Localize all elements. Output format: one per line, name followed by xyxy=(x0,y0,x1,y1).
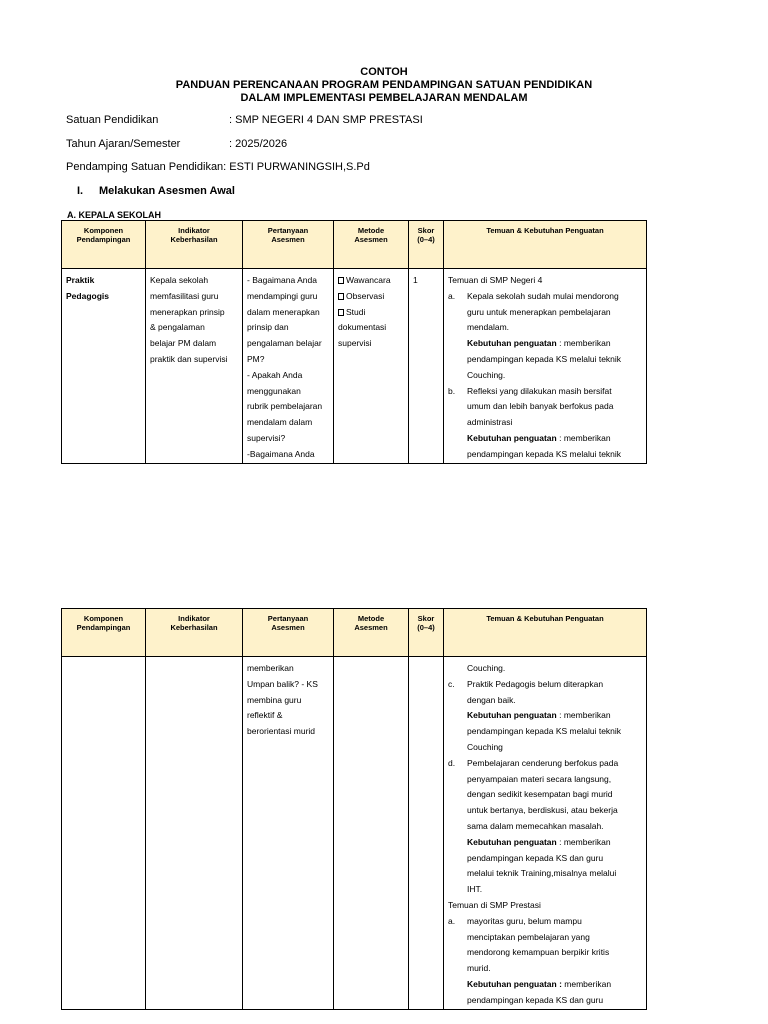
section-number: I. xyxy=(77,185,84,197)
cell-skor xyxy=(409,657,444,1010)
cell-metode: Wawancara Observasi Studi dokumentasi supervisi xyxy=(334,269,409,464)
col-header-temuan: Temuan & Kebutuhan Penguatan xyxy=(444,221,647,269)
table-header-row xyxy=(62,609,647,657)
cell-komponen: Praktik Pedagogis xyxy=(62,269,146,464)
doc-title-line3: DALAM IMPLEMENTASI PEMBELAJARAN MENDALAM xyxy=(240,92,528,104)
table-header-row xyxy=(62,221,647,269)
col-header-pertanyaan: Pertanyaan Asesmen xyxy=(243,609,334,657)
checkbox-icon xyxy=(338,309,344,316)
col-header-indikator: Indikator Keberhasilan xyxy=(146,609,243,657)
assessment-table-2 xyxy=(61,608,647,1010)
meta-tahun-label: Tahun Ajaran/Semester xyxy=(66,138,181,150)
meta-pendamping xyxy=(66,161,370,174)
col-header-indikator: Indikator Keberhasilan xyxy=(146,221,243,269)
doc-title-line2: PANDUAN PERENCANAAN PROGRAM PENDAMPINGAN SATUAN PENDIDIKAN xyxy=(175,79,593,91)
meta-pendamping-value: ESTI PURWANINGSIH,S.Pd xyxy=(229,161,370,173)
section-heading xyxy=(77,185,235,197)
cell-skor: 1 xyxy=(409,269,444,464)
cell-indikator: Kepala sekolah memfasilitasi guru menerapkan prinsip & pengalaman belajar PM dalam praktik dan supervisi xyxy=(146,269,243,464)
col-header-skor: Skor (0–4) xyxy=(409,609,444,657)
col-header-metode: Metode Asesmen xyxy=(334,609,409,657)
col-header-komponen: Komponen Pendampingan xyxy=(62,609,146,657)
subsection-heading: A. KEPALA SEKOLAH xyxy=(67,210,162,220)
meta-satuan xyxy=(66,114,423,127)
checkbox-icon xyxy=(338,277,344,284)
col-header-temuan: Temuan & Kebutuhan Penguatan xyxy=(444,609,647,657)
col-header-komponen: Komponen Pendampingan xyxy=(62,221,146,269)
section-title: Melakukan Asesmen Awal xyxy=(99,185,235,197)
meta-satuan-value: : SMP NEGERI 4 DAN SMP PRESTASI xyxy=(229,114,423,126)
checkbox-icon xyxy=(338,293,344,300)
meta-satuan-label: Satuan Pendidikan xyxy=(66,114,159,126)
cell-pertanyaan: memberikan Umpan balik? - KS membina guru reflektif & berorientasi murid xyxy=(243,657,334,1010)
cell-komponen xyxy=(62,657,146,1010)
col-header-pertanyaan: Pertanyaan Asesmen xyxy=(243,221,334,269)
cell-pertanyaan: - Bagaimana Anda mendampingi guru dalam menerapkan prinsip dan pengalaman belajar PM? - Apakah Anda menggunakan rubrik pembelajaran mendalam dalam supervisi? -Bagaimana Anda xyxy=(243,269,334,464)
col-header-skor: Skor (0–4) xyxy=(409,221,444,269)
cell-temuan: Couching. c. Praktik Pedagogis belum diterapkan dengan baik. Kebutuhan penguatan : memberikan pendampingan kepada KS melalui teknik Couching d. Pembelajaran cenderung berfokus pada penyampaian materi secara langsung, dengan sedikit kesempatan bagi murid untuk bertanya, berdiskusi, atau bekerja sama dalam memecahkan masalah. Kebutuhan penguatan : memberikan pendampingan kepada KS dan guru melalui teknik Training,misalnya melalui IHT. Temuan di SMP Prestasi a. mayoritas guru, belum mampu menciptakan pembelajaran yang mendorong kemampuan berpikir kritis murid. Kebutuhan penguatan : memberikan pendampingan kepada KS dan guru xyxy=(444,657,647,1010)
col-header-metode: Metode Asesmen xyxy=(334,221,409,269)
cell-temuan: Temuan di SMP Negeri 4 a. Kepala sekolah sudah mulai mendorong guru untuk menerapkan pembelajaran mendalam. Kebutuhan penguatan : memberikan pendampingan kepada KS melalui teknik Couching. b. Refleksi yang dilakukan masih bersifat umum dan lebih banyak berfokus pada administrasi Kebutuhan penguatan : memberikan pendampingan kepada KS melalui teknik xyxy=(444,269,647,464)
meta-pendamping-label: Pendamping Satuan Pendidikan: xyxy=(66,161,227,173)
doc-title-line1: CONTOH xyxy=(360,66,408,78)
table-row xyxy=(62,269,647,464)
table-row xyxy=(62,657,647,1010)
cell-indikator xyxy=(146,657,243,1010)
meta-tahun-value: : 2025/2026 xyxy=(229,138,288,150)
meta-tahun xyxy=(66,138,288,151)
assessment-table-1 xyxy=(61,220,647,464)
cell-metode xyxy=(334,657,409,1010)
